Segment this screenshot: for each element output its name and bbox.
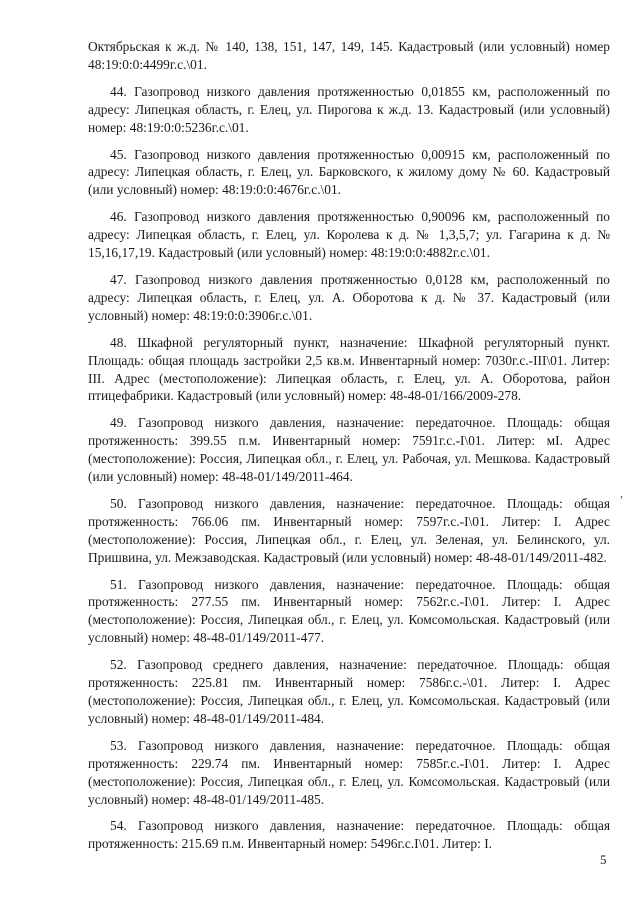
paragraph-50: 50. Газопровод низкого давления, назначение: передаточное. Площадь: общая протяженность: 766.06 пм. Инвентарный номер: 7597г.с.-I\01. Литер: I. Адрес (местоположение): Россия, Липецкая обл., г. Елец, ул. Зеленая, ул. Белинского, ул. Пришвина, ул. Межзаводская. Кадастровый (или условный) номер: 48-48-01/149/2011-482. [88, 495, 610, 565]
paragraph-45: 45. Газопровод низкого давления протяженностью 0,00915 км, расположенный по адресу: Липецкая область, г. Елец, ул. Барковского, к жилому дому № 60. Кадастровый (или условный) номер: 48:19:0:0:4676г.с.\01. [88, 146, 610, 198]
paragraph-44: 44. Газопровод низкого давления протяженностью 0,01855 км, расположенный по адресу: Липецкая область, г. Елец, ул. Пирогова к ж.д. 13. Кадастровый (или условный) номер: 48:19:0:0:5236г.с.\01. [88, 83, 610, 135]
paragraph-49: 49. Газопровод низкого давления, назначение: передаточное. Площадь: общая протяженность: 399.55 п.м. Инвентарный номер: 7591г.с.-I\01. Литер: мI. Адрес (местоположение): Россия, Липецкая обл., г. Елец, ул. Рабочая, ул. Мешкова. Кадастровый (или условный) номер: 48-48-01/149/2011-464. [88, 415, 610, 485]
margin-mark: , [620, 486, 623, 500]
page-number: 5 [600, 852, 607, 867]
paragraph-46: 46. Газопровод низкого давления протяженностью 0,90096 км, расположенный по адресу: Липецкая область, г. Елец, ул. Королева к д. № 1,3,5,7; ул. Гагарина к д. № 15,16,17,19. Кадастровый (или условный) номер: 48:19:0:0:4882г.с.\01. [88, 209, 610, 261]
paragraph-47: 47. Газопровод низкого давления протяженностью 0,0128 км, расположенный по адресу: Липецкая область, г. Елец, ул. А. Оборотова к д. № 37. Кадастровый (или условный) номер: 48:19:0:0:3906г.с.\01. [88, 271, 610, 323]
paragraph-51: 51. Газопровод низкого давления, назначение: передаточное. Площадь: общая протяженность: 277.55 пм. Инвентарный номер: 7562г.с.-I\01. Литер: I. Адрес (местоположение): Россия, Липецкая обл., г. Елец, ул. Комсомольская. Кадастровый (или условный) номер: 48-48-01/149/2011-477. [88, 576, 610, 646]
paragraph-48: 48. Шкафной регуляторный пункт, назначение: Шкафной регуляторный пункт. Площадь: общая площадь застройки 2,5 кв.м. Инвентарный номер: 7030г.с.-III\01. Литер: III. Адрес (местоположение): Липецкая область, г. Елец, ул. А. Оборотова, район птицефабрики. Кадастровый (или условный) номер: 48-48-01/166/2009-278. [88, 334, 610, 404]
paragraph-54: 54. Газопровод низкого давления, назначение: передаточное. Площадь: общая протяженность: 215.69 п.м. Инвентарный номер: 5496г.с.I\01. Литер: I. [88, 818, 610, 852]
paragraph-43-continuation: Октябрьская к ж.д. № 140, 138, 151, 147, 149, 145. Кадастровый (или условный) номер 48:19:0:0:4499г.с.\01. [88, 39, 610, 72]
document-body [88, 38, 610, 862]
paragraph-53: 53. Газопровод низкого давления, назначение: передаточное. Площадь: общая протяженность: 229.74 пм. Инвентарный номер: 7585г.с.-I\01. Литер: I. Адрес (местоположение): Россия, Липецкая обл., г. Елец, ул. Комсомольская. Кадастровый (или условный) номер: 48-48-01/149/2011-485. [88, 737, 610, 807]
paragraph-52: 52. Газопровод среднего давления, назначение: передаточное. Площадь: общая протяженность: 225.81 пм. Инвентарный номер: 7586г.с.-\01. Литер: I. Адрес (местоположение): Россия, Липецкая обл., г. Елец, ул. Комсомольская. Кадастровый (или условный) номер: 48-48-01/149/2011-484. [88, 657, 610, 726]
